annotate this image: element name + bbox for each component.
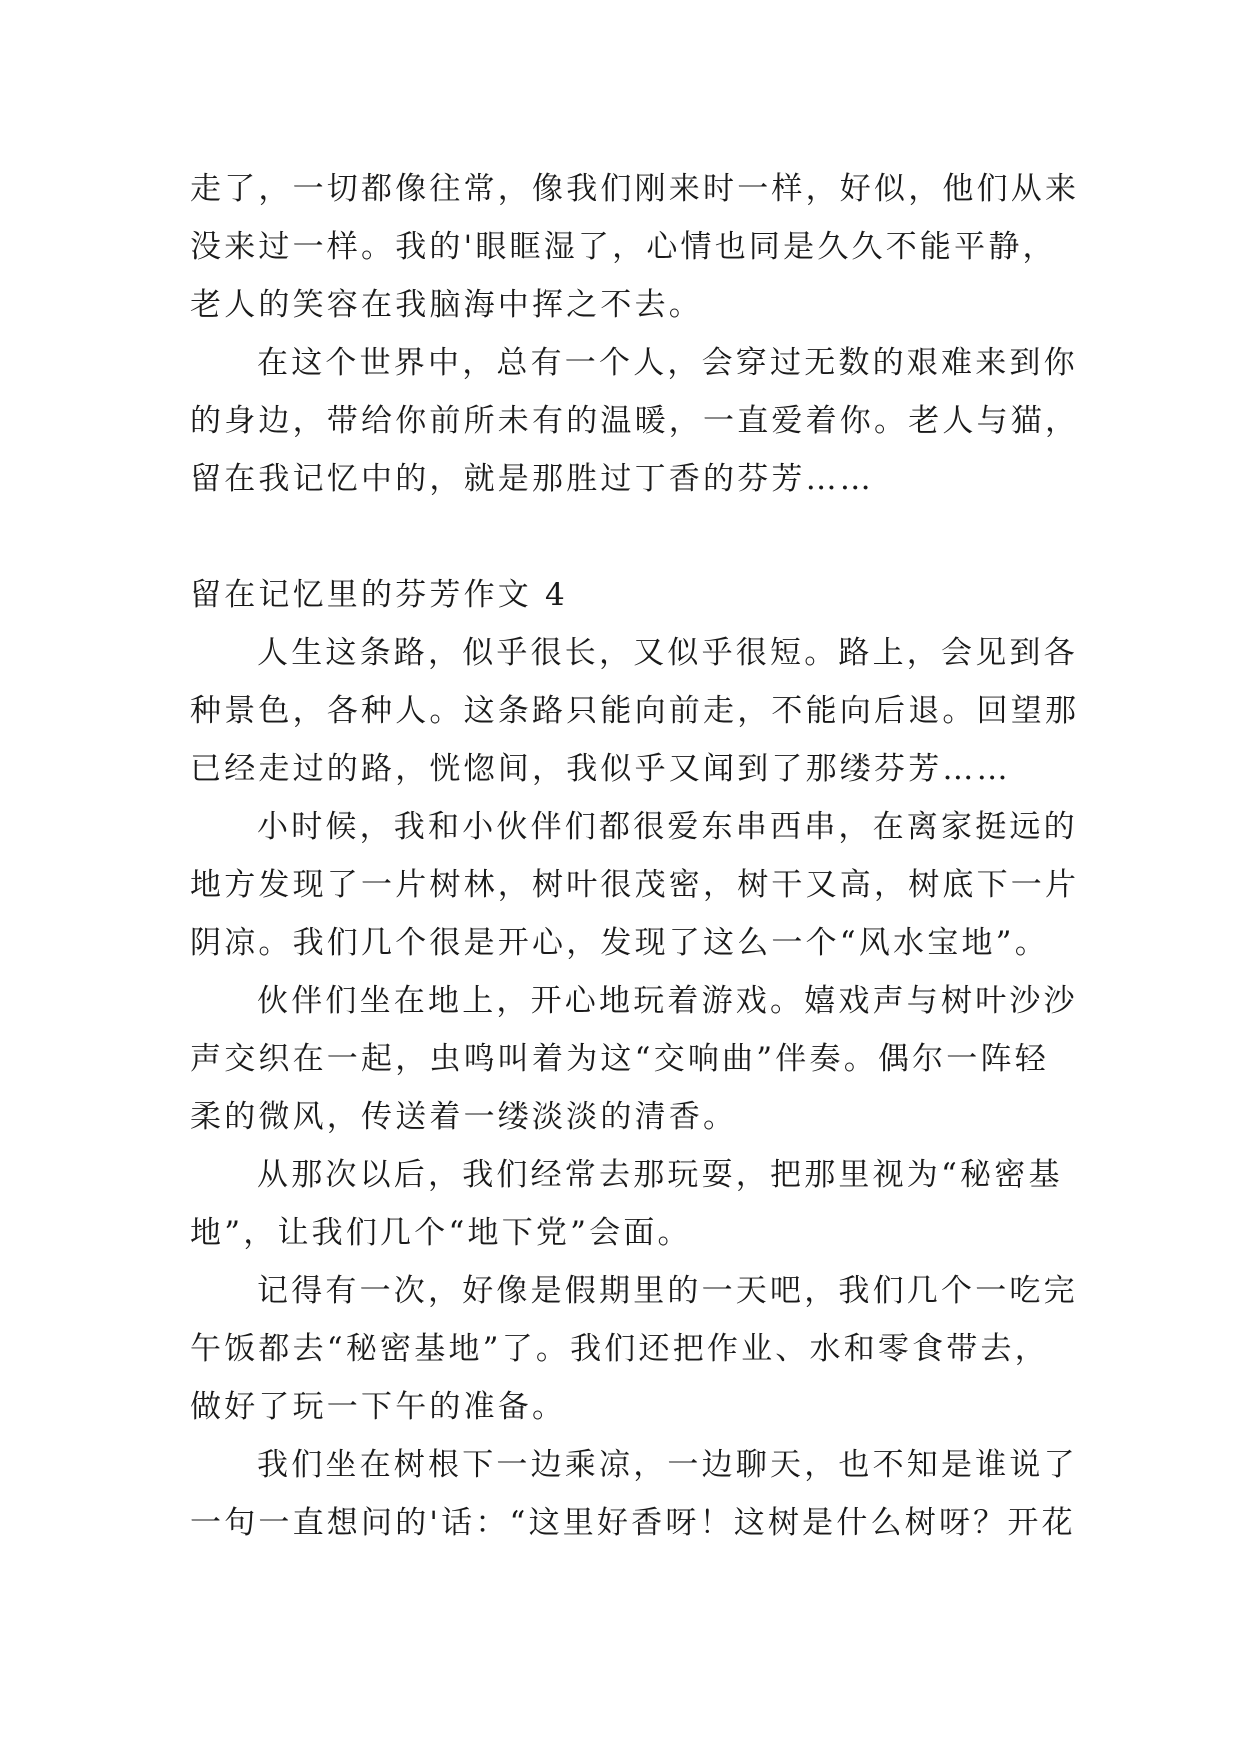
paragraph <box>190 1262 1078 1436</box>
text-line: 午饭都去“秘密基地”了。我们还把作业、水和零食带去， <box>190 1331 1049 1367</box>
text-line: 声交织在一起，虫鸣叫着为这“交响曲”伴奏。偶尔一阵轻 <box>190 1041 1049 1077</box>
continued-paragraph <box>190 160 1080 334</box>
paragraph <box>190 972 1078 1146</box>
text-line: 小时候，我和小伙伴们都很爱东串西串，在离家挺远的 <box>257 809 1078 845</box>
essay-title: 留在记忆里的芬芳作文 4 <box>190 577 568 613</box>
text-line: 我们坐在树根下一边乘凉，一边聊天，也不知是谁说了 <box>257 1447 1078 1483</box>
paragraph <box>190 624 1080 798</box>
text-line: 在这个世界中，总有一个人，会穿过无数的艰难来到你 <box>257 345 1078 381</box>
text-line: 地”，让我们几个“地下党”会面。 <box>190 1215 692 1251</box>
closing-paragraph <box>190 334 1080 508</box>
text-line: 走了，一切都像往常，像我们刚来时一样，好似，他们从来 <box>190 171 1080 207</box>
paragraph <box>190 1146 1063 1262</box>
text-line: 做好了玩一下午的准备。 <box>190 1389 567 1425</box>
text-line: 的身边，带给你前所未有的温暖，一直爱着你。老人与猫， <box>190 403 1080 439</box>
text-line: 人生这条路，似乎很长，又似乎很短。路上，会见到各 <box>257 635 1078 671</box>
text-line: 柔的微风，传送着一缕淡淡的清香。 <box>190 1099 738 1135</box>
paragraph <box>190 1436 1078 1552</box>
paragraph <box>190 798 1080 972</box>
text-line: 老人的笑容在我脑海中挥之不去。 <box>190 287 703 323</box>
text-line: 已经走过的路，恍惚间，我似乎又闻到了那缕芬芳…… <box>190 751 1011 787</box>
text-line: 没来过一样。我的'眼眶湿了，心情也同是久久不能平静， <box>190 229 1057 265</box>
text-line: 一句一直想问的'话：“这里好香呀！这树是什么树呀？开花 <box>190 1505 1076 1541</box>
text-line: 从那次以后，我们经常去那玩耍，把那里视为“秘密基 <box>257 1157 1063 1193</box>
text-line: 阴凉。我们几个很是开心，发现了这么一个“风水宝地”。 <box>190 925 1049 961</box>
text-line: 记得有一次，好像是假期里的一天吧，我们几个一吃完 <box>257 1273 1078 1309</box>
text-line: 伙伴们坐在地上，开心地玩着游戏。嬉戏声与树叶沙沙 <box>257 983 1078 1019</box>
text-line: 留在我记忆中的，就是那胜过丁香的芬芳…… <box>190 461 874 497</box>
document-body <box>190 160 1080 1552</box>
text-line: 地方发现了一片树林，树叶很茂密，树干又高，树底下一片 <box>190 867 1080 903</box>
text-line: 种景色，各种人。这条路只能向前走，不能向后退。回望那 <box>190 693 1080 729</box>
